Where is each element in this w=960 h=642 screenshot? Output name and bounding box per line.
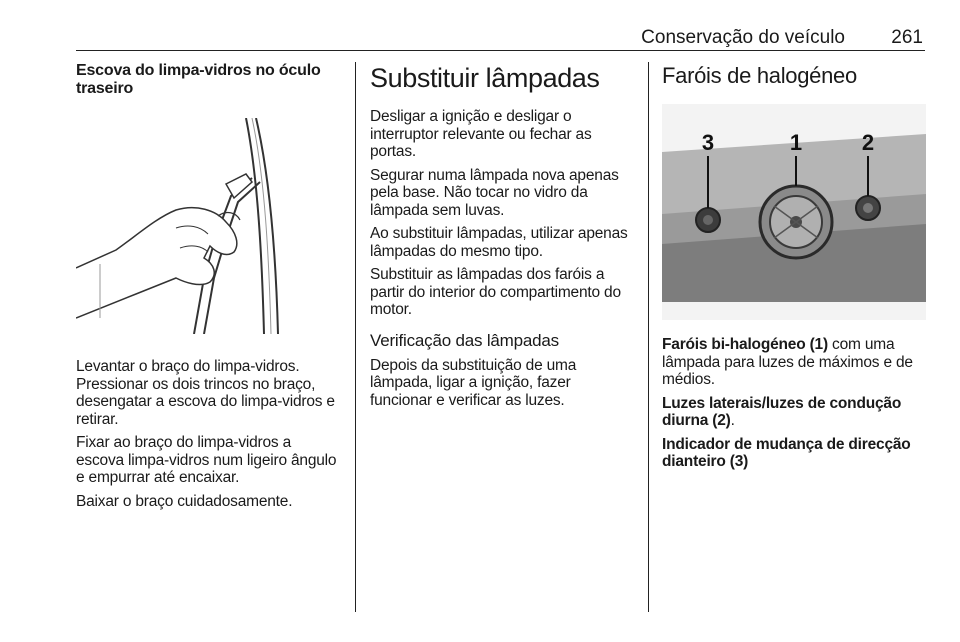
paragraph-text: com uma lâmpada para luzes de máximos e de médios. — [662, 336, 913, 388]
wiper-illustration-svg — [76, 118, 340, 334]
column-divider — [355, 62, 356, 612]
paragraph: Depois da substituição de uma lâmpada, ligar a ignição, fazer funcionar e verificar as luzes. — [370, 356, 577, 409]
paragraph: Ao substituir lâmpadas, utilizar apenas lâmpadas do mesmo tipo. — [370, 225, 628, 260]
paragraph — [662, 436, 928, 471]
paragraph: Segurar numa lâmpada nova apenas pela base. Não tocar no vidro da lâmpada sem luvas. — [370, 166, 619, 219]
bold-term: Indicador de mudança de direcção dianteiro (3) — [662, 435, 911, 470]
section-title: Faróis de halogéneo — [662, 63, 857, 88]
headlight-photo — [662, 104, 926, 320]
paragraph: Levantar o braço do limpa-vidros. Pressionar os dois trincos no braço, desengatar a escova do limpa-vidros e retirar. — [76, 358, 335, 428]
paragraph-text: . — [730, 412, 735, 429]
paragraph — [662, 395, 928, 430]
header-title: Conservação do veículo — [641, 27, 845, 48]
column-halogen-headlights — [662, 62, 928, 471]
section-heading: Escova do limpa-vidros no óculo traseiro — [76, 62, 321, 97]
paragraph: Substituir as lâmpadas dos faróis a partir do interior do compartimento do motor. — [370, 266, 621, 318]
figure-callout-3: 3 — [701, 130, 715, 155]
section-title: Substituir lâmpadas — [370, 63, 600, 93]
paragraph: Fixar ao braço do limpa-vidros a escova limpa-vidros num ligeiro ângulo e empurrar até encaixar. — [76, 434, 337, 486]
wiper-blade-illustration — [76, 118, 340, 334]
figure-callout-2: 2 — [861, 130, 875, 155]
column-divider — [648, 62, 649, 612]
paragraph — [662, 336, 928, 389]
column-replace-bulbs — [370, 62, 636, 409]
paragraph: Baixar o braço cuidadosamente. — [76, 492, 293, 510]
paragraph: Desligar a ignição e desligar o interruptor relevante ou fechar as portas. — [370, 108, 592, 160]
page-header — [76, 26, 925, 51]
column-rear-wiper — [76, 62, 340, 510]
page-number: 261 — [891, 27, 923, 48]
figure-callout-1: 1 — [789, 130, 803, 155]
headlight-photo-svg — [662, 104, 926, 320]
bold-term: Luzes laterais/luzes de condução diurna (2) — [662, 394, 902, 429]
subsection-heading: Verificação das lâmpadas — [370, 330, 559, 350]
bold-term: Faróis bi-halogéneo (1) — [662, 336, 828, 353]
